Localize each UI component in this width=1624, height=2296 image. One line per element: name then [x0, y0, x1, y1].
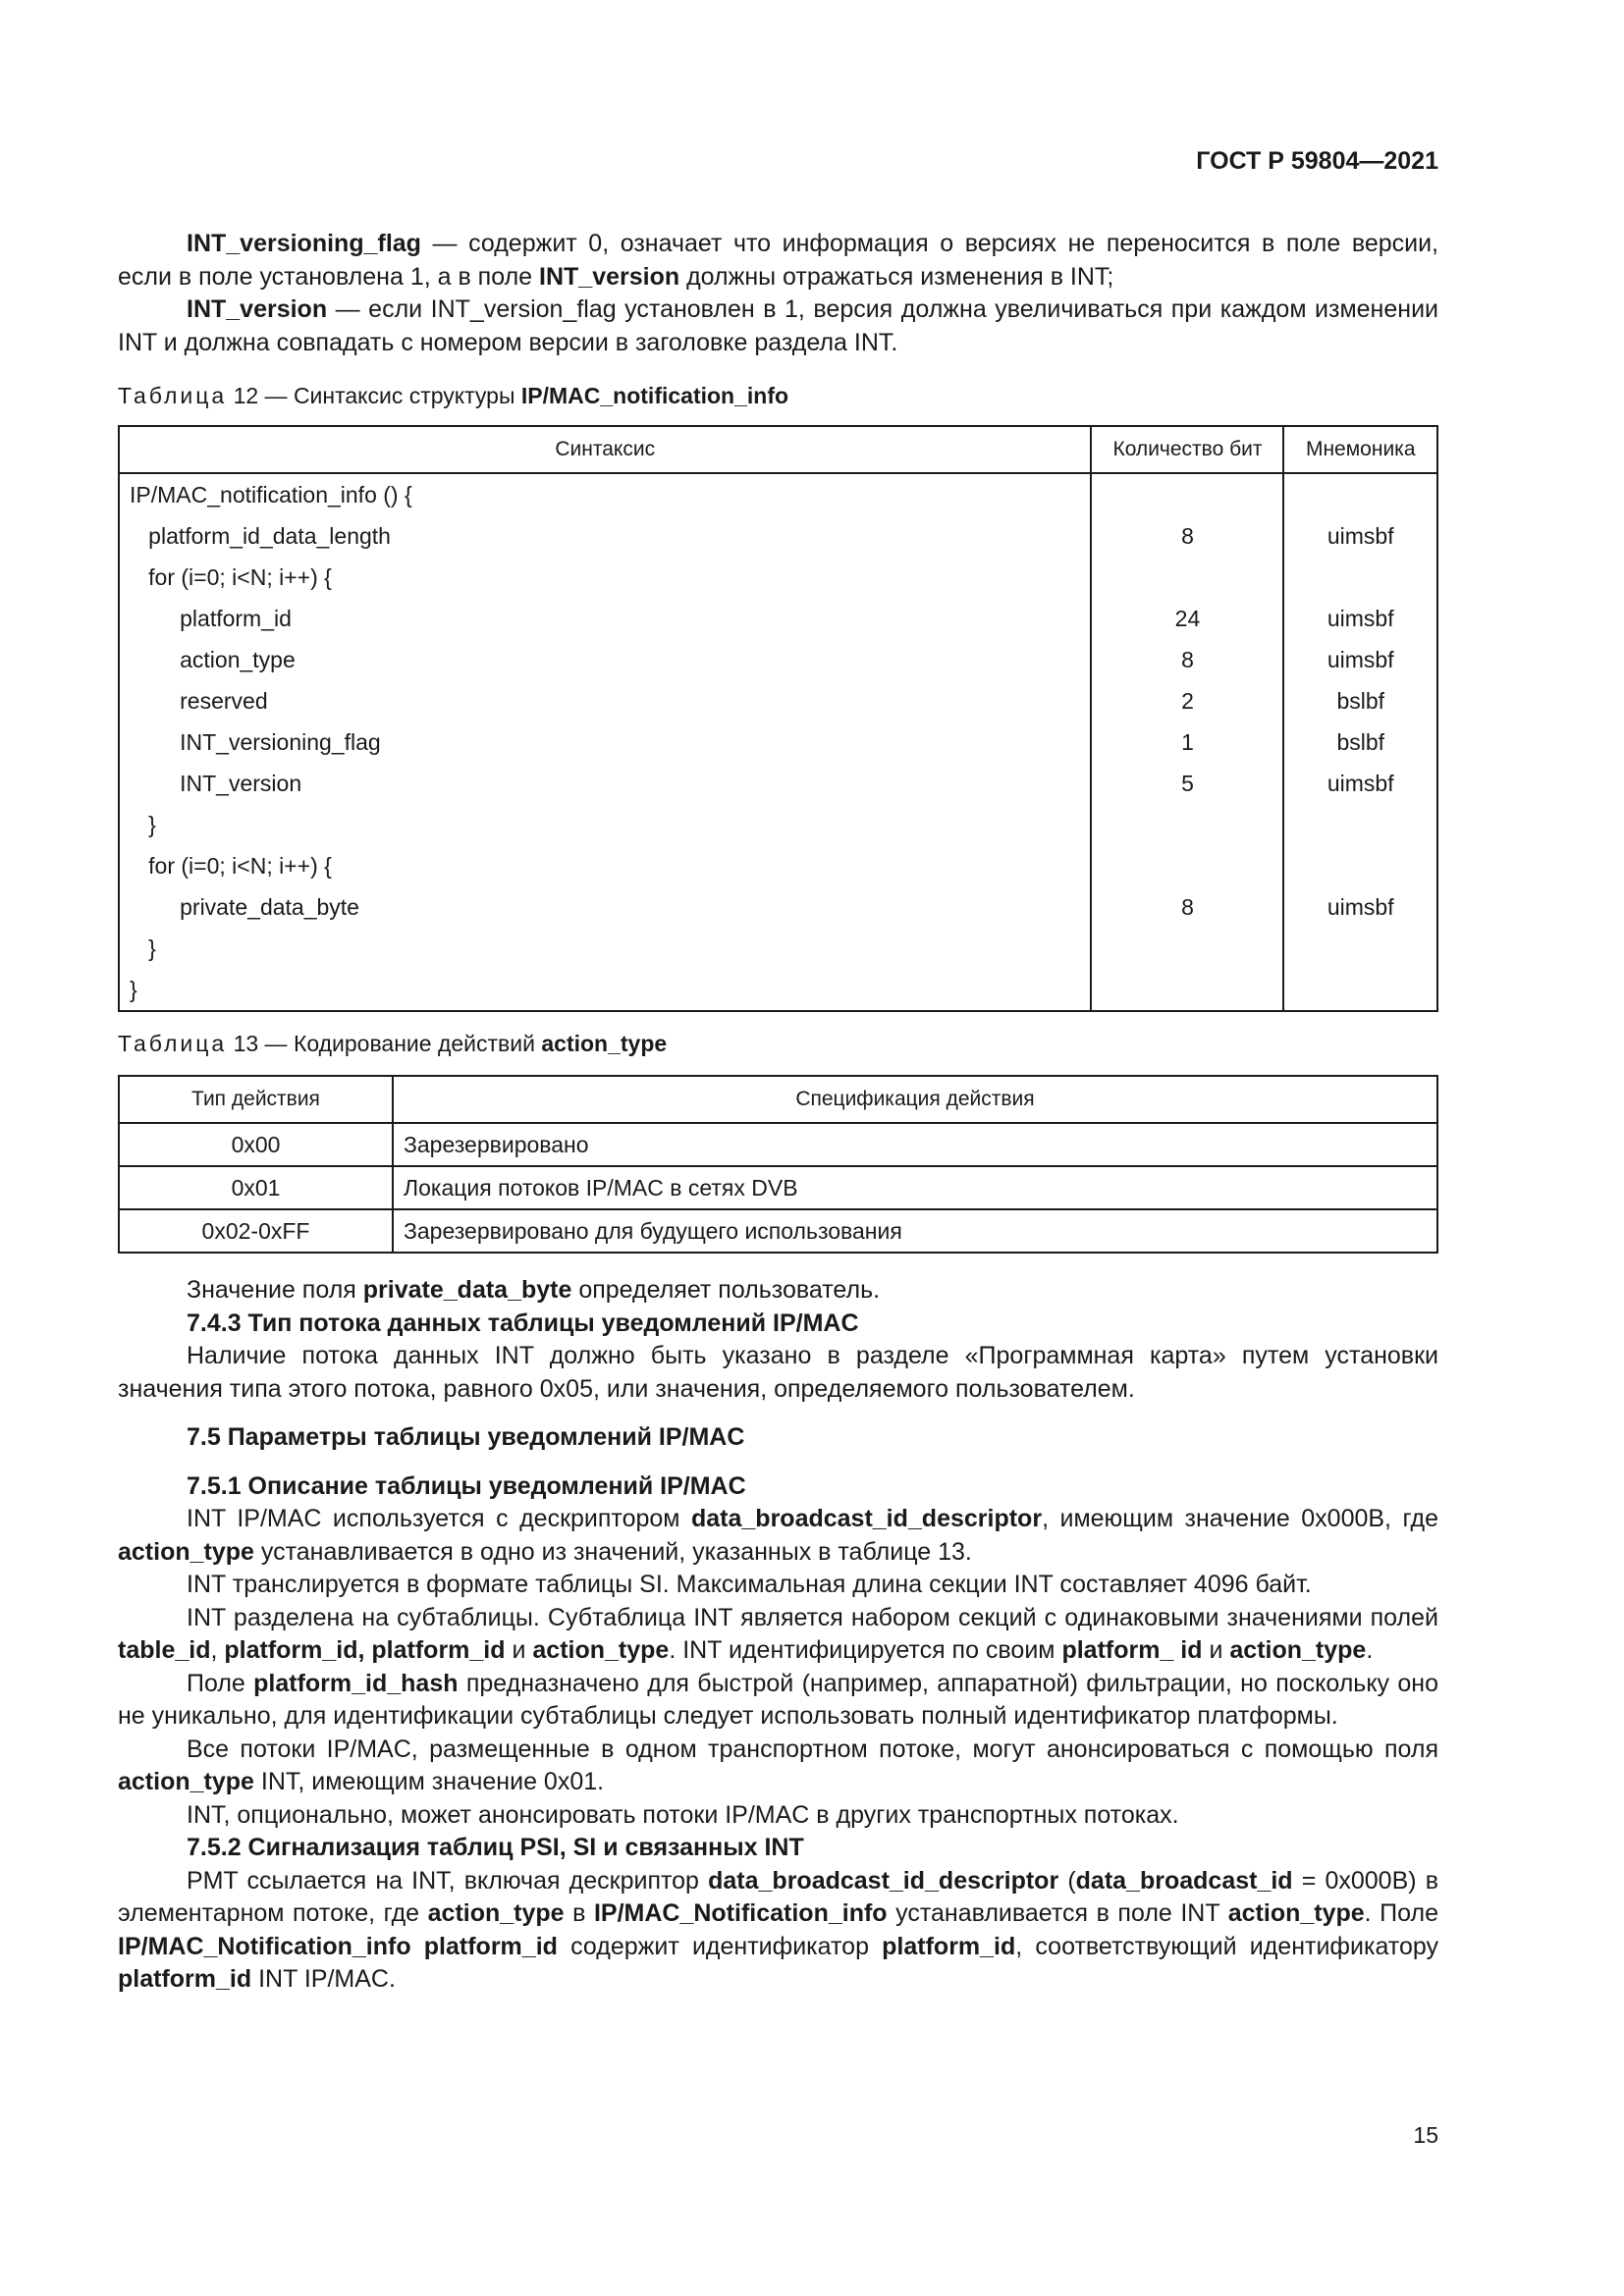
bits-column: [1091, 473, 1283, 1011]
syntax-line: INT_version: [130, 771, 302, 796]
syntax-line: private_data_byte: [130, 894, 359, 920]
bits-cell: [1092, 969, 1282, 1010]
col-header-bits: Количество бит: [1091, 426, 1283, 473]
bits-cell: 1: [1181, 729, 1194, 755]
table-row: [119, 1123, 1437, 1166]
heading-7-4-3: 7.4.3 Тип потока данных таблицы уведомлений IP/MAC: [187, 1308, 859, 1337]
mnemonic-cell: bslbf: [1336, 729, 1385, 755]
body-text: [118, 1274, 1438, 1997]
mnemonic-column: [1283, 473, 1437, 1011]
action-type-table: [118, 1075, 1438, 1254]
mnemonic-cell: [1284, 804, 1436, 845]
bits-cell: 8: [1181, 647, 1194, 672]
paragraph-7-4-3: Наличие потока данных INT должно быть указано в разделе «Программная карта» путем установки значения типа этого потока, равного 0x05, или значения, определяемого пользователем.: [118, 1342, 1438, 1403]
bits-cell: 24: [1174, 606, 1201, 631]
heading-7-5-2: 7.5.2 Сигнализация таблиц PSI, SI и связанных INT: [187, 1834, 804, 1861]
syntax-line: platform_id: [130, 606, 292, 631]
action-spec-cell: Локация потоков IP/MAC в сетях DVB: [393, 1166, 1437, 1209]
table13-caption: Таблица 13 — Кодирование действий action_type: [118, 1031, 668, 1056]
mnemonic-cell: [1284, 845, 1436, 886]
bits-cell: [1092, 557, 1282, 598]
syntax-line: for (i=0; i<N; i++) {: [130, 564, 332, 590]
document-id-header: ГОСТ Р 59804—2021: [1196, 147, 1438, 175]
paragraph-7-5-1-f: INT, опционально, может анонсировать потоки IP/MAC в других транспортных потоках.: [187, 1800, 1179, 1829]
action-type-cell: 0x02-0xFF: [119, 1209, 393, 1253]
table12-caption: Таблица 12 — Синтаксис структуры IP/MAC_notification_info: [118, 383, 789, 408]
action-spec-cell: Зарезервировано для будущего использования: [393, 1209, 1437, 1253]
page-number: 15: [1413, 2122, 1438, 2148]
syntax-line: IP/MAC_notification_info () {: [130, 482, 412, 507]
action-type-cell: 0x00: [119, 1123, 393, 1166]
mnemonic-cell: [1284, 928, 1436, 969]
bits-cell: 5: [1181, 771, 1194, 796]
syntax-line: }: [130, 935, 156, 961]
paragraph-7-5-1-e: Все потоки IP/MAC, размещенные в одном транспортном потоке, могут анонсироваться с помощью поля action_type INT, имеющим значение 0x01.: [118, 1735, 1438, 1795]
bits-cell: [1092, 845, 1282, 886]
bits-cell: [1092, 928, 1282, 969]
syntax-line: reserved: [130, 688, 268, 714]
mnemonic-cell: [1284, 969, 1436, 1010]
heading-7-5: 7.5 Параметры таблицы уведомлений IP/MAC: [187, 1423, 745, 1451]
paragraph-int-versioning-flag: INT_versioning_flag — содержит 0, означает что информация о версиях не переносится в поле версии, если в поле установлена 1, а в поле INT_version должны отражаться изменения в INT;: [118, 230, 1438, 291]
mnemonic-cell: uimsbf: [1326, 606, 1394, 631]
mnemonic-cell: [1284, 557, 1436, 598]
mnemonic-cell: uimsbf: [1326, 771, 1394, 796]
paragraph-7-5-1-a: INT IP/MAC используется с дескриптором data_broadcast_id_descriptor, имеющим значение 0x000B, где action_type устанавливается в одно из значений, указанных в таблице 13.: [118, 1505, 1438, 1566]
mnemonic-cell: [1284, 474, 1436, 515]
paragraph-7-5-1-b: INT транслируется в формате таблицы SI. Максимальная длина секции INT составляет 4096 байт.: [187, 1571, 1312, 1598]
syntax-line: action_type: [130, 647, 296, 672]
paragraph-private-data: Значение поля private_data_byte определяет пользователь.: [187, 1276, 881, 1304]
col-header-syntax: Синтаксис: [119, 426, 1091, 473]
col-header-spec: Спецификация действия: [393, 1076, 1437, 1123]
mnemonic-cell: bslbf: [1336, 688, 1385, 714]
syntax-line: }: [130, 977, 137, 1002]
syntax-line: }: [130, 812, 156, 837]
intro-block: [118, 228, 1438, 359]
bits-cell: 2: [1181, 688, 1194, 714]
paragraph-7-5-2: PMT ссылается на INT, включая дескриптор data_broadcast_id_descriptor (data_broadcast_id = 0x000B) в элементарном потоке, где action_type в IP/MAC_Notification_info устанавливается в поле INT action_type. Поле IP/MAC_Notification_info platform_id содержит идентификатор platform_id, соответствующий идентификатору platform_id INT IP/MAC.: [118, 1866, 1438, 1993]
paragraph-int-version: INT_version — если INT_version_flag установлен в 1, версия должна увеличиваться при каждом изменении INT и должна совпадать с номером версии в заголовке раздела INT.: [118, 295, 1438, 356]
mnemonic-cell: uimsbf: [1326, 894, 1394, 920]
syntax-column: [119, 473, 1091, 1011]
syntax-line: platform_id_data_length: [130, 523, 391, 549]
action-type-cell: 0x01: [119, 1166, 393, 1209]
paragraph-7-5-1-c: INT разделена на субтаблицы. Субтаблица INT является набором секций с одинаковыми значениями полей table_id, platform_id, platform_id и action_type. INT идентифицируется по своим platform_ id и action_type.: [118, 1603, 1438, 1664]
table-row: [119, 1166, 1437, 1209]
action-spec-cell: Зарезервировано: [393, 1123, 1437, 1166]
syntax-line: for (i=0; i<N; i++) {: [130, 853, 332, 879]
bits-cell: [1092, 474, 1282, 515]
mnemonic-cell: uimsbf: [1326, 647, 1394, 672]
col-header-mnemonic: Мнемоника: [1283, 426, 1437, 473]
heading-7-5-1: 7.5.1 Описание таблицы уведомлений IP/MAC: [187, 1471, 746, 1500]
bits-cell: 8: [1181, 894, 1194, 920]
syntax-table: [118, 425, 1438, 1012]
paragraph-7-5-1-d: Поле platform_id_hash предназначено для быстрой (например, аппаратной) фильтрации, но поскольку оно не уникально, для идентификации субтаблицы следует использовать полный идентификатор платформы.: [118, 1669, 1438, 1730]
col-header-type: Тип действия: [119, 1076, 393, 1123]
table-row: [119, 1209, 1437, 1253]
bits-cell: [1092, 804, 1282, 845]
bits-cell: 8: [1181, 523, 1194, 549]
mnemonic-cell: uimsbf: [1326, 523, 1394, 549]
syntax-line: INT_versioning_flag: [130, 729, 381, 755]
